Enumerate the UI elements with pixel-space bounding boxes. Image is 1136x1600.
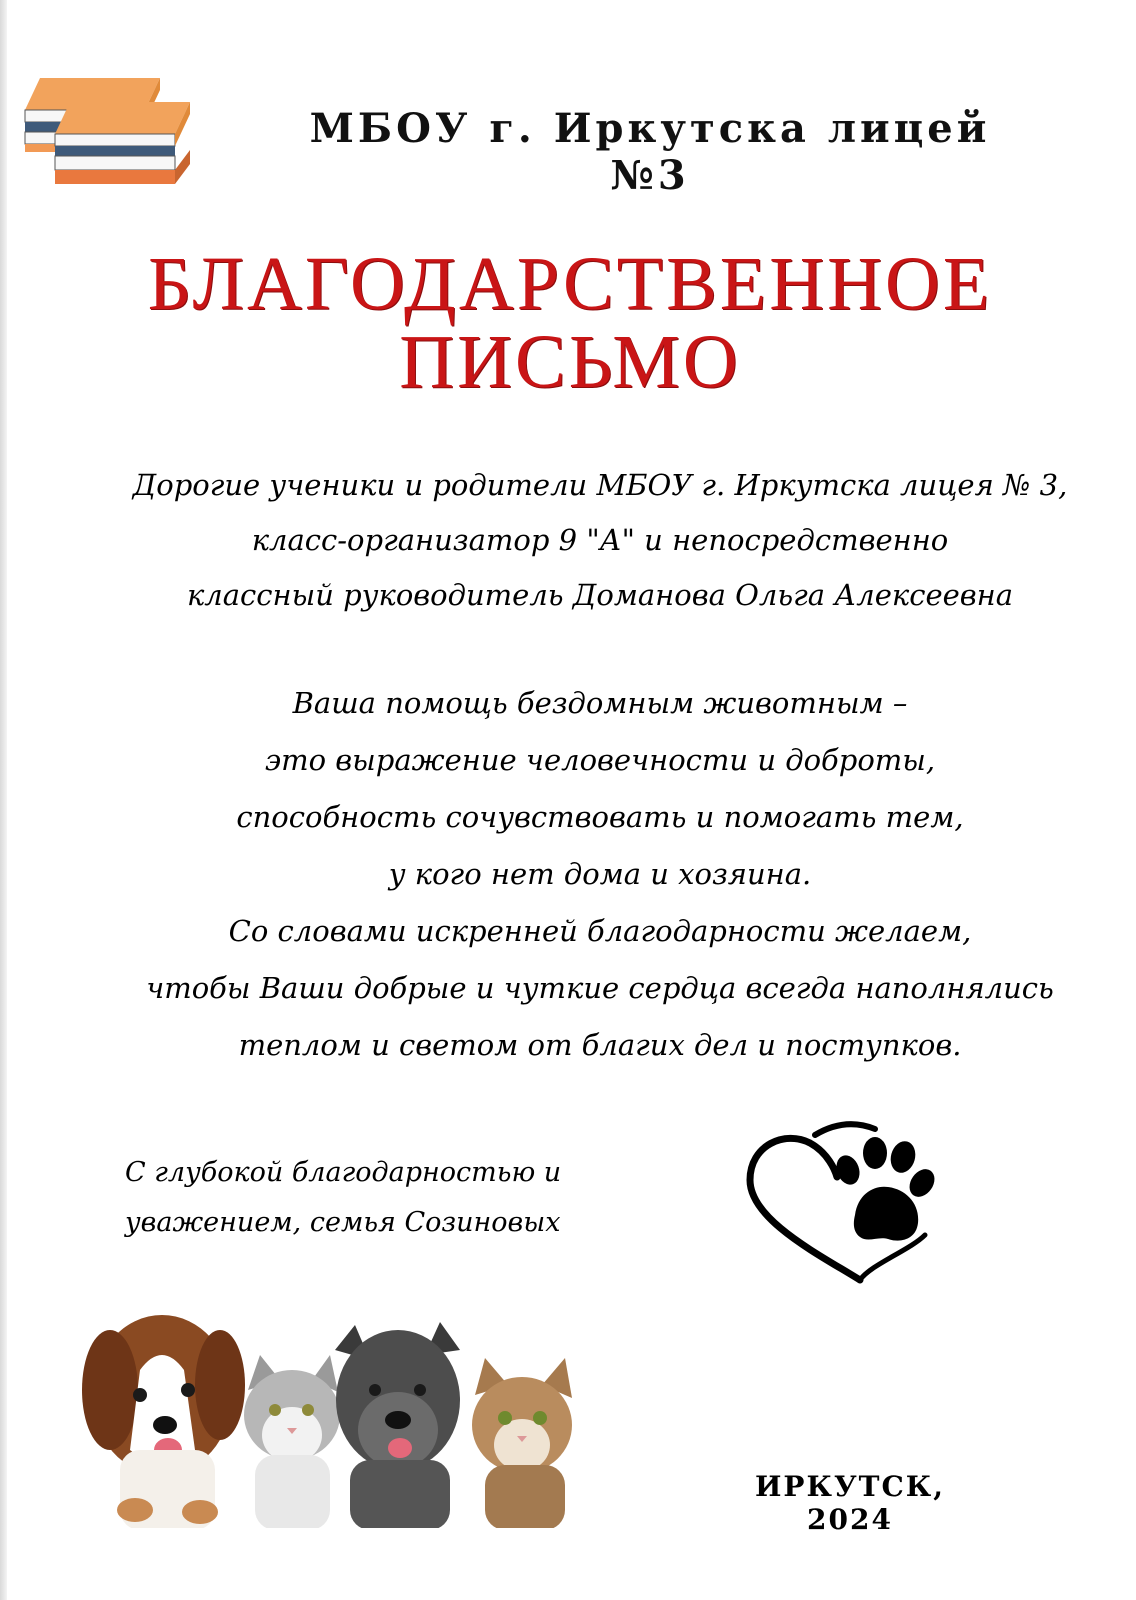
- message-line: это выражение человечности и доброты,: [264, 743, 936, 777]
- heart-paw-icon: [740, 1115, 960, 1295]
- message-line: у кого нет дома и хозяина.: [388, 857, 812, 891]
- school-name: МБОУ г. Иркутска лицей №3: [309, 105, 991, 199]
- message-block: [120, 675, 1080, 1074]
- message-line: способность сочувствовать и помогать тем,: [236, 800, 964, 834]
- page-title: [120, 242, 1020, 404]
- city-year: ИРКУТСК, 2024: [754, 1470, 946, 1536]
- address-line: классный руководитель Доманова Ольга Алексеевна: [186, 578, 1014, 612]
- message-line: Ваша помощь бездомным животным –: [292, 686, 908, 720]
- address-line: Дорогие ученики и родители МБОУ г. Иркутска лицея № 3,: [132, 468, 1068, 502]
- address-block: [120, 458, 1080, 623]
- dogs-and-cats-photo: [80, 1300, 620, 1540]
- title-line-1: БЛАГОДАРСТВЕННОЕ: [147, 242, 993, 326]
- message-line: теплом и светом от благих дел и поступков.: [238, 1028, 962, 1062]
- message-line: Со словами искренней благодарности желаем,: [228, 914, 972, 948]
- signature-line: С глубокой благодарностью и: [125, 1157, 562, 1188]
- signature-line: уважением, семья Созиновых: [125, 1207, 561, 1238]
- books-stack-icon: [20, 40, 202, 200]
- page-edge-shadow: [0, 0, 7, 1600]
- message-line: чтобы Ваши добрые и чуткие сердца всегда наполнялись: [146, 971, 1054, 1005]
- address-line: класс-организатор 9 "А" и непосредственно: [251, 523, 949, 557]
- signature-block: [125, 1148, 625, 1248]
- title-line-2: ПИСЬМО: [399, 320, 741, 404]
